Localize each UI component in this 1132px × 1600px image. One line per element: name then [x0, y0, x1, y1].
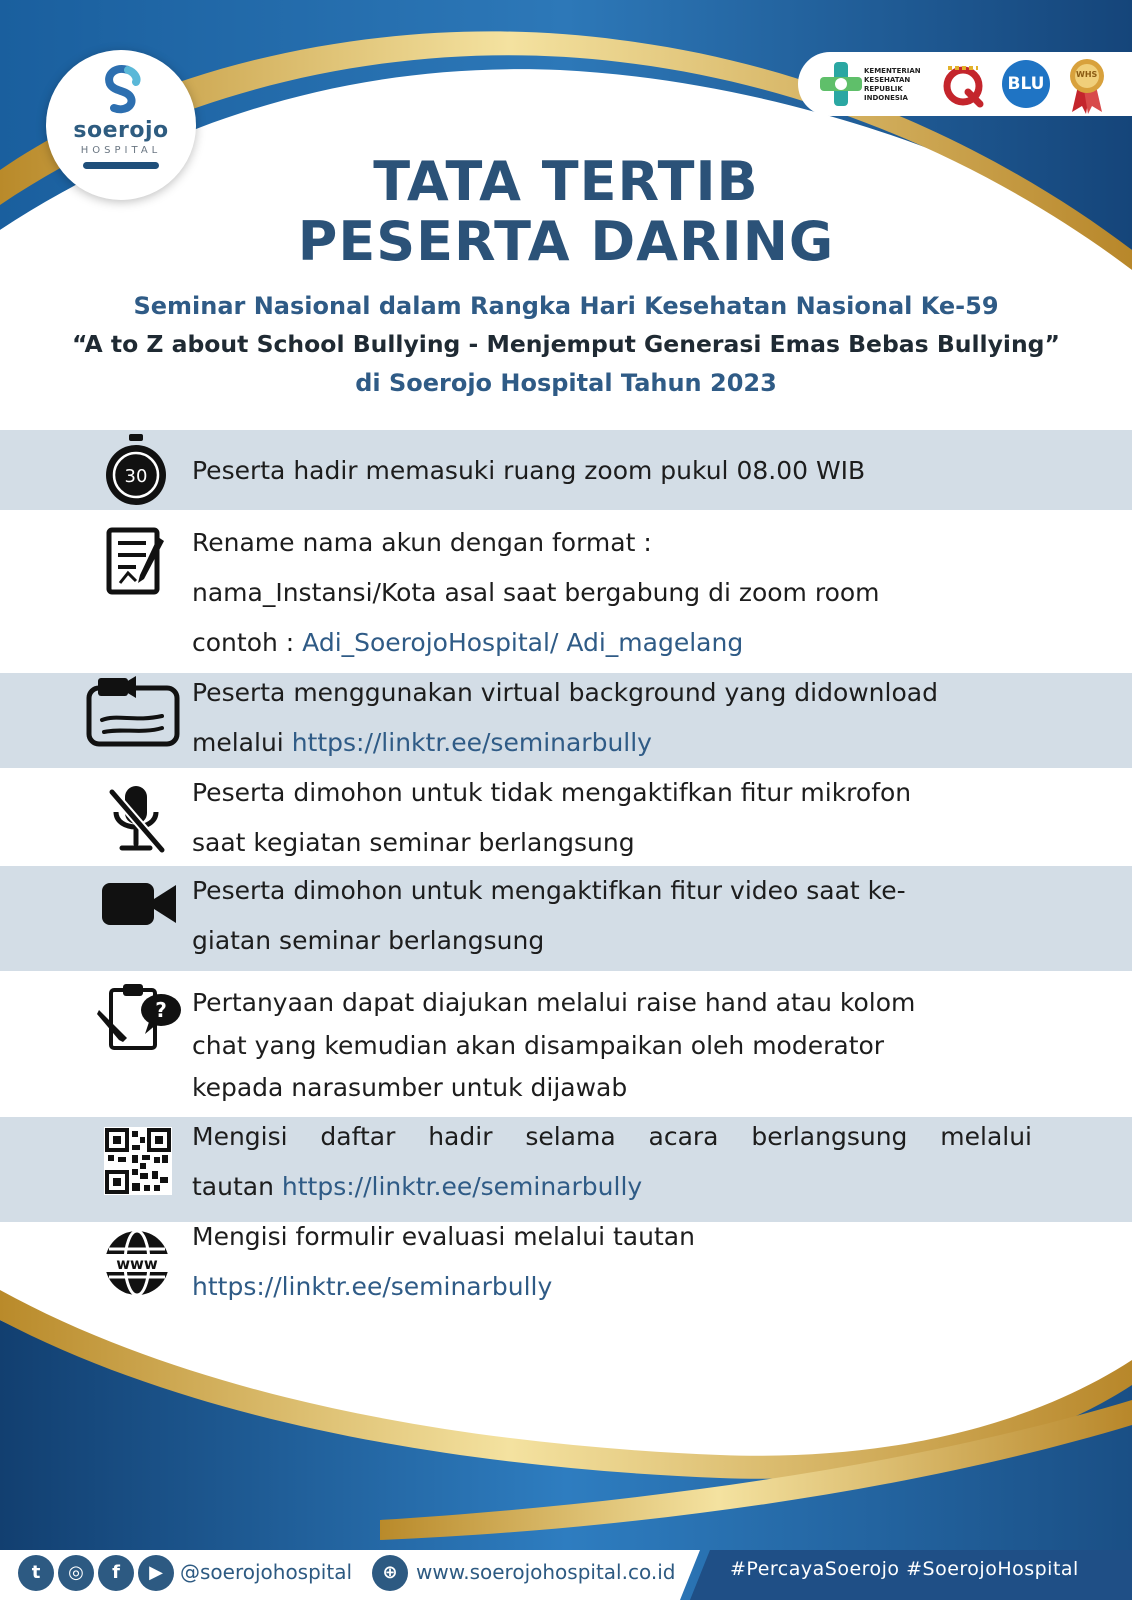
twitter-icon[interactable]: t	[18, 1555, 54, 1591]
rule-6-line1: Pertanyaan dapat diajukan melalui raise hand atau kolom	[192, 988, 916, 1017]
footer-hashtags: #PercayaSoerojo #SoerojoHospital	[730, 1558, 1079, 1580]
footer-website[interactable]: www.soerojohospital.co.id	[416, 1560, 676, 1584]
footer-handle[interactable]: @soerojohospital	[180, 1560, 353, 1584]
rule-4-line1: Peserta dimohon untuk tidak mengaktifkan fitur mikrofon	[192, 778, 912, 807]
rule-2-line1: Rename nama akun dengan format :	[192, 528, 652, 557]
question-clipboard-icon	[97, 980, 183, 1052]
rule-2-line3	[192, 618, 1032, 668]
rule-6-line3: kepada narasumber untuk dijawab	[192, 1073, 628, 1102]
rule-6-text	[192, 982, 1032, 1110]
rule-5-line2: giatan seminar berlangsung	[192, 926, 545, 955]
page-title-line1: TATA TERTIB	[373, 150, 759, 213]
blu-logo: BLU	[1002, 60, 1050, 108]
www-globe-icon	[103, 1229, 171, 1297]
stopwatch-icon	[103, 432, 169, 508]
rule-8-link[interactable]: https://linktr.ee/seminarbully	[192, 1272, 553, 1301]
rule-3-line1: Peserta menggunakan virtual background yang didownload	[192, 678, 938, 707]
svg-text:www: www	[116, 1255, 158, 1273]
logo-subtitle: HOSPITAL	[80, 145, 162, 156]
rule-8-line1: Mengisi formulir evaluasi melalui tautan	[192, 1222, 695, 1251]
edit-document-icon	[106, 527, 174, 597]
stopwatch-number: 30	[124, 466, 148, 487]
rule-8-text	[192, 1212, 1032, 1312]
page-title-line2: PESERTA DARING	[297, 210, 835, 273]
rule-2-prefix: contoh :	[192, 628, 303, 657]
video-camera-icon	[102, 881, 176, 927]
whs-badge-icon	[1066, 56, 1108, 114]
rule-6-line2: chat yang kemudian akan disampaikan oleh moderator	[192, 1030, 885, 1060]
rule-1-line: Peserta hadir memasuki ruang zoom pukul 08.00 WIB	[192, 456, 866, 485]
instagram-icon[interactable]: ◎	[58, 1555, 94, 1591]
rule-5-text	[192, 866, 1032, 966]
rule-3-prefix: melalui	[192, 728, 292, 757]
quality-logo-icon	[938, 58, 988, 110]
kemenkes-text: KEMENTERIAN KESEHATAN REPUBLIK INDONESIA	[864, 67, 921, 102]
youtube-icon[interactable]: ▶	[138, 1555, 174, 1591]
rule-4-text	[192, 768, 1032, 868]
soerojo-mark-icon	[98, 64, 144, 114]
rule-5-line1: Peserta dimohon untuk mengaktifkan fitur video saat ke-	[192, 876, 906, 905]
subtitle-line3: di Soerojo Hospital Tahun 2023	[355, 369, 777, 397]
rule-2-example: Adi_SoerojoHospital/ Adi_magelang	[302, 628, 744, 657]
kemenkes-logo-icon	[818, 60, 864, 108]
rule-3-line2	[192, 718, 1032, 768]
partner-logos	[798, 52, 1132, 116]
rule-3-text	[192, 668, 1032, 768]
subtitle-line2: “A to Z about School Bullying - Menjemput Generasi Emas Bebas Bullying”	[72, 330, 1060, 358]
rule-2-line2: nama_Instansi/Kota asal saat bergabung di zoom room	[192, 578, 880, 607]
rule-2-text	[192, 518, 1032, 668]
qr-code-icon	[104, 1127, 172, 1195]
svg-text:?: ?	[155, 998, 167, 1022]
rule-7-text	[192, 1112, 1032, 1212]
facebook-icon[interactable]: f	[98, 1555, 134, 1591]
rule-7-link[interactable]: https://linktr.ee/seminarbully	[281, 1172, 643, 1201]
rule-7-line2	[192, 1162, 1032, 1212]
rule-7-prefix: tautan	[192, 1172, 282, 1201]
logo-name: soerojo	[73, 118, 169, 143]
whs-text: WHS	[1076, 70, 1098, 79]
virtual-background-icon	[86, 676, 180, 748]
web-icon[interactable]: ⊕	[372, 1555, 408, 1591]
rule-4-line2: saat kegiatan seminar berlangsung	[192, 828, 635, 857]
rule-7-line1: Mengisi daftar hadir selama acara berlangsung melalui	[192, 1122, 1032, 1151]
subtitle-line1: Seminar Nasional dalam Rangka Hari Kesehatan Nasional Ke-59	[133, 292, 999, 320]
rule-1-text	[192, 446, 1032, 496]
rule-3-link[interactable]: https://linktr.ee/seminarbully	[291, 728, 652, 757]
mic-off-icon	[108, 784, 166, 854]
